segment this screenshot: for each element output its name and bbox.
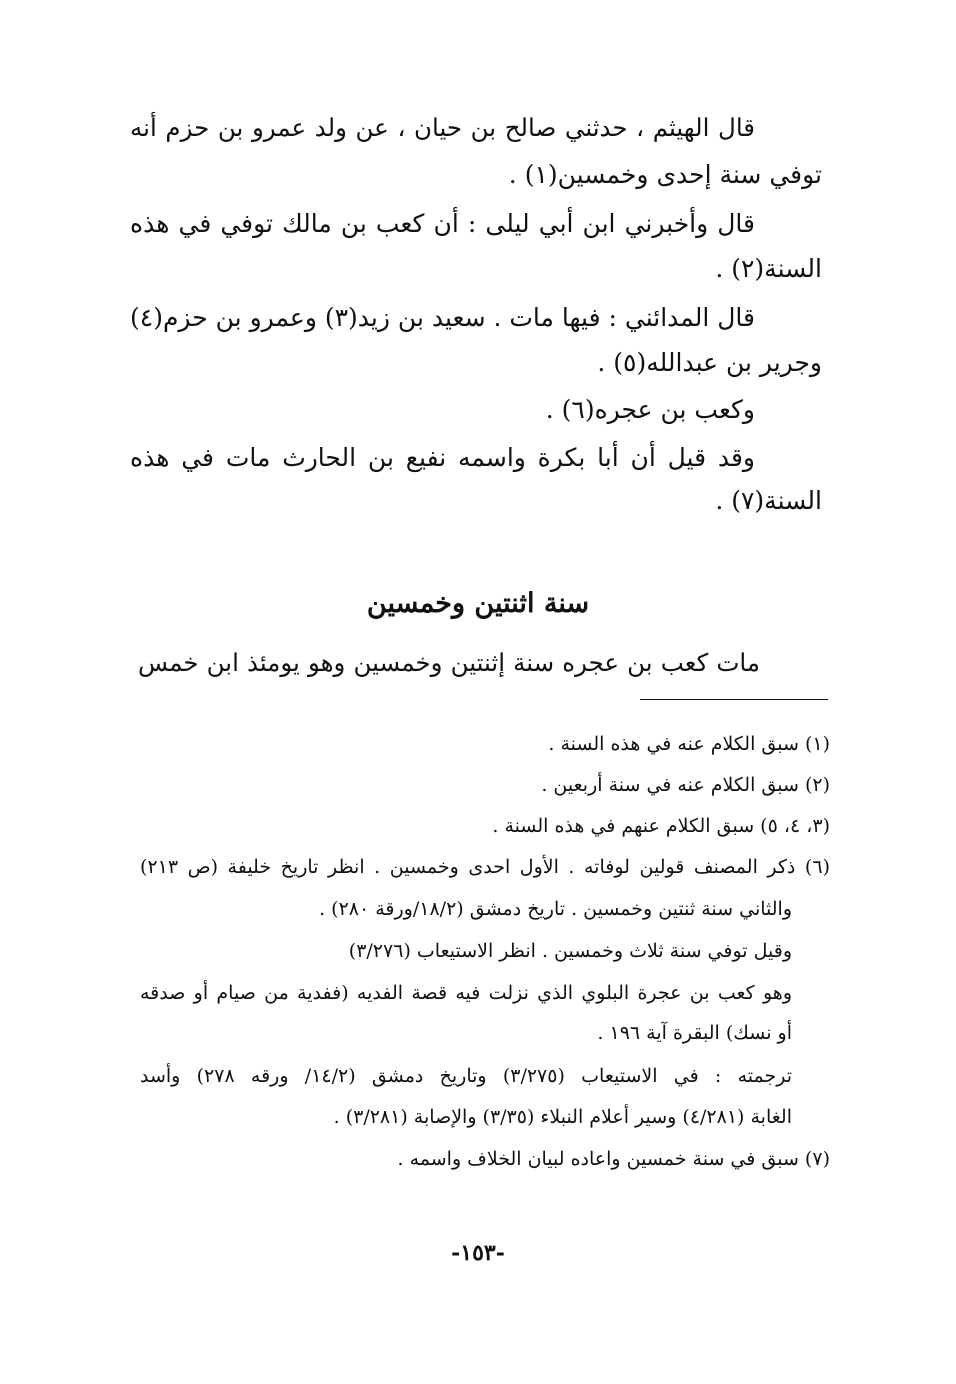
footnote-6-line-6: ترجمته : في الاستيعاب (٣/٢٧٥) وتاريخ دمشق (١٤/٢/ ورقه ٢٧٨) وأسد xyxy=(140,1065,793,1087)
body-line-8: وقد قيل أن أبا بكرة واسمه نفيع بن الحارث مات في هذه xyxy=(130,443,755,472)
footnote-6-line-2: والثاني سنة ثنتين وخمسين . تاريخ دمشق (١٨/٢/ورقة ٢٨٠) . xyxy=(319,898,792,920)
body-line-7: وكعب بن عجره(٦) . xyxy=(545,395,755,424)
body-line-5: قال المدائني : فيها مات . سعيد بن زيد(٣) وعمرو بن حزم(٤) xyxy=(130,303,755,332)
body-line-3: قال وأخبرني ابن أبي ليلى : أن كعب بن مالك توفي في هذه xyxy=(130,209,755,238)
footnote-separator xyxy=(640,699,828,700)
footnote-6-line-7: الغابة (٤/٢٨١) وسير أعلام النبلاء (٣/٣٥) والإصابة (٣/٢٨١) . xyxy=(333,1106,792,1128)
footnote-6-line-4: وهو كعب بن عجرة البلوي الذي نزلت فيه قصة الفديه (ففدية من صيام أو صدقه xyxy=(140,982,792,1004)
footnote-6-line-1: (٦) ذكر المصنف قولين لوفاته . الأول احدى وخمسين . انظر تاريخ خليفة (ص ٢١٣) xyxy=(140,856,830,878)
footnote-3: (٣، ٤، ٥) سبق الكلام عنهم في هذه السنة . xyxy=(492,815,830,837)
footnote-1: (١) سبق الكلام عنه في هذه السنة . xyxy=(548,733,830,755)
section-title: سنة اثنتين وخمسين xyxy=(366,588,590,619)
body-line-6: وجرير بن عبدالله(٥) . xyxy=(597,348,822,377)
footnote-2: (٢) سبق الكلام عنه في سنة أربعين . xyxy=(541,774,830,796)
body-line-1: قال الهيثم ، حدثني صالح بن حيان ، عن ولد عمرو بن حزم أنه xyxy=(130,113,755,142)
page-number: -١٥٣- xyxy=(451,1240,505,1266)
footnote-6-line-5: أو نسك) البقرة آية ١٩٦ . xyxy=(597,1022,792,1044)
section-first-line: مات كعب بن عجره سنة إثنتين وخمسين وهو يومئذ ابن خمس xyxy=(138,648,760,677)
footnote-6-line-3: وقيل توفي سنة ثلاث وخمسين . انظر الاستيعاب (٣/٢٧٦) xyxy=(348,940,792,962)
footnote-7: (٧) سبق في سنة خمسين واعاده لبيان الخلاف واسمه . xyxy=(397,1148,830,1170)
body-line-4: السنة(٢) . xyxy=(715,254,822,283)
body-line-9: السنة(٧) . xyxy=(715,486,822,515)
body-line-2: توفي سنة إحدى وخمسين(١) . xyxy=(508,160,822,189)
